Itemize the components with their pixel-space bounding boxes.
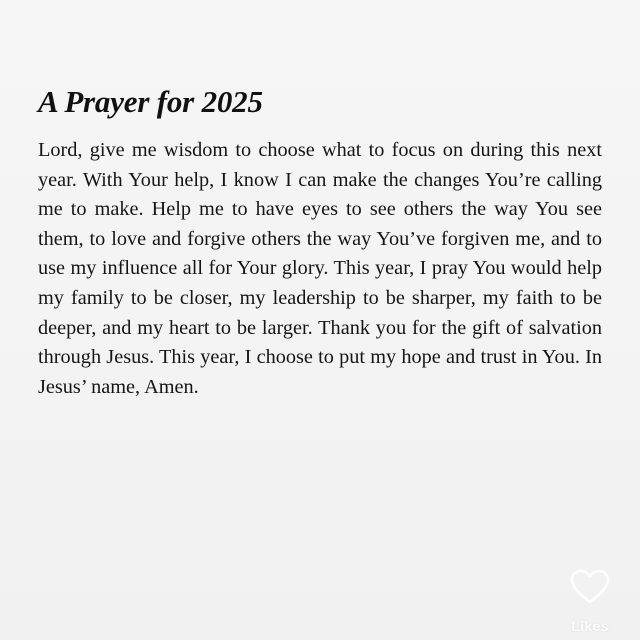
page-title: A Prayer for 2025 xyxy=(38,84,263,119)
prayer-body-text: Lord, give me wisdom to choose what to focus on during this next year. With Your help, I know I can make the changes You’re calling me to make. Help me to have eyes to see others the way You see them, to love and forgive others the way You’ve forgiven me, and to use my influence all for Your glory. This year, I pray You would help my family to be closer, my leadership to be sharper, my faith to be deeper, and my heart to be larger. Thank you for the gift of salvation through Jesus. This year, I choose to put my hope and trust in You. In Jesus’ name, Amen. xyxy=(38,139,602,398)
likes-button[interactable] xyxy=(564,560,616,634)
heart-outline-icon xyxy=(570,569,610,618)
likes-label: Likes xyxy=(571,618,609,634)
